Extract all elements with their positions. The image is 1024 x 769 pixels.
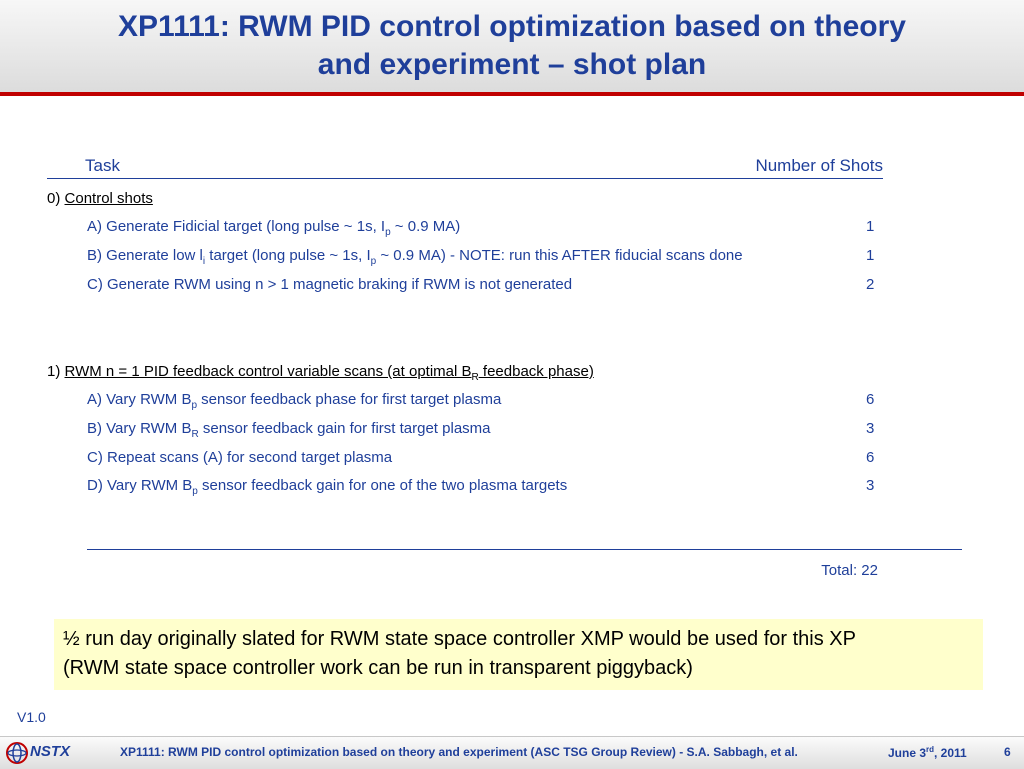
table-header <box>47 156 883 179</box>
footer-date-suffix: rd <box>926 745 935 754</box>
task-text: B) Vary RWM B <box>87 420 192 437</box>
nstx-logo-icon <box>6 742 28 764</box>
header-task-label: Task <box>85 156 120 175</box>
shot-count: 2 <box>866 276 875 293</box>
footer-date-text: June 3 <box>888 746 927 760</box>
task-subscript: p <box>385 227 391 238</box>
task-row <box>87 218 460 238</box>
task-subscript: R <box>191 429 199 440</box>
footer-date-text: , 2011 <box>934 746 967 760</box>
page-number: 6 <box>1004 745 1011 759</box>
task-row <box>87 276 572 293</box>
sum-divider <box>87 549 962 550</box>
header-shots-label: Number of Shots <box>755 156 883 175</box>
section0-heading <box>47 190 153 207</box>
footer-caption: XP1111: RWM PID control optimization based on theory and experiment (ASC TSG Group Review) - S.A. Sabbagh, et al. <box>120 745 798 759</box>
shot-count: 1 <box>866 247 875 264</box>
task-row <box>87 247 743 267</box>
task-text: C) Repeat scans (A) for second target plasma <box>87 449 393 466</box>
section1-heading <box>47 363 594 383</box>
task-text: C) Generate RWM using n > 1 magnetic braking if RWM is not generated <box>87 276 573 293</box>
slide-title-line2: and experiment – shot plan <box>317 48 707 81</box>
note-box <box>54 619 983 690</box>
task-text: ~ 0.9 MA) <box>390 218 461 235</box>
task-subscript: p <box>370 256 377 267</box>
shot-count: 3 <box>866 420 875 437</box>
task-row <box>87 420 491 440</box>
section1-label-subscript: R <box>471 372 479 383</box>
task-row <box>87 449 392 466</box>
task-row <box>87 477 567 497</box>
task-text: sensor feedback phase for first target plasma <box>197 391 502 408</box>
slide-title-line1: XP1111: RWM PID control optimization based on theory <box>118 10 906 43</box>
slide-title <box>0 8 1024 84</box>
task-text: target (long pulse ~ 1s, I <box>205 247 371 264</box>
task-row <box>87 391 501 411</box>
shot-count: 6 <box>866 449 875 466</box>
task-text: B) Generate low l <box>87 247 203 264</box>
nstx-logo-text: NSTX <box>30 743 71 760</box>
shot-count: 6 <box>866 391 875 408</box>
section0-label: Control shots <box>64 190 153 207</box>
section1-label-text: feedback phase) <box>478 363 594 380</box>
title-underline <box>0 92 1024 96</box>
task-text: ~ 0.9 MA) - NOTE: run this AFTER fiducial scans done <box>376 247 743 264</box>
task-text: A) Generate Fidicial target (long pulse ~ 1s, I <box>87 218 386 235</box>
task-text: sensor feedback gain for one of the two plasma targets <box>197 477 568 494</box>
task-text: A) Vary RWM B <box>87 391 192 408</box>
section1-label-text: RWM n = 1 PID feedback control variable scans (at optimal B <box>64 363 472 380</box>
footer-date <box>888 745 967 760</box>
task-text: D) Vary RWM B <box>87 477 193 494</box>
section1-label <box>64 363 594 383</box>
section0-prefix: 0) <box>47 190 61 207</box>
total-shots: Total: 22 <box>821 562 878 579</box>
task-text: sensor feedback gain for first target plasma <box>198 420 491 437</box>
task-subscript: i <box>202 256 206 267</box>
note-line2: (RWM state space controller work can be run in transparent piggyback) <box>63 657 693 679</box>
note-line1: ½ run day originally slated for RWM state space controller XMP would be used for this XP <box>63 628 856 650</box>
shot-count: 1 <box>866 218 875 235</box>
task-subscript: p <box>192 486 198 497</box>
version-label: V1.0 <box>17 709 46 725</box>
section1-prefix: 1) <box>47 363 61 380</box>
task-subscript: p <box>191 400 198 411</box>
shot-count: 3 <box>866 477 875 494</box>
